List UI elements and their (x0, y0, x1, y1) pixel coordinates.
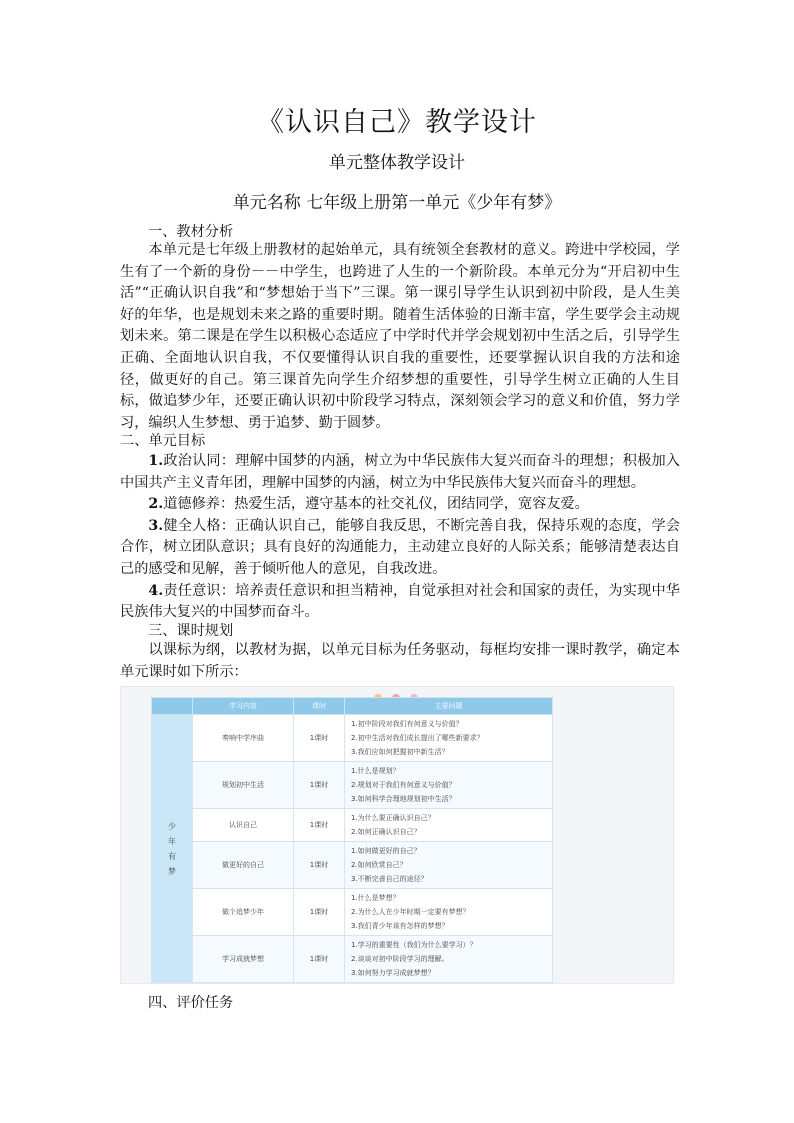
section-1-paragraph: 本单元是七年级上册教材的起始单元，具有统领全套教材的意义。跨进中学校园，学生有了一个新的身份－－中学生，也跨进了人生的一个新阶段。本单元分为“开启初中生活”“正确认识自我”和“梦想始于当下”三课。第一课引导学生认识到初中阶段，是人生美好的年华，也是规划未来之路的重要时期。随着生活体验的日渐丰富，学生要学会主动规划未来。第二课是在学生以积极心态适应了中学时代并学会规划初中生活之后，引导学生正确、全面地认识自我，不仅要懂得认识自我的重要性，还要掌握认识自我的方法和途径，做更好的自己。第三课首先向学生介绍梦想的重要性，引导学生树立正确的人生目标，做追梦少年，还要正确认识初中阶段学习特点，深刻领会学习的意义和价值，努力学习，编织人生梦想、勇于追梦、勤于圆梦。 (120, 242, 680, 431)
table-row (152, 936, 553, 983)
table-cell: 做个追梦少年 (193, 889, 294, 936)
table-cell: 1课时 (294, 936, 345, 983)
table-row (152, 715, 553, 762)
section-3-body (120, 640, 680, 683)
table-row (152, 842, 553, 889)
goal-item: 1.政治认同：理解中国梦的内涵，树立为中华民族伟大复兴而奋斗的理想；积极加入中国共产主义青年团，理解中国梦的内涵，树立为中华民族伟大复兴而奋斗的理想。 (120, 453, 680, 491)
table-cell: 1课时 (294, 842, 345, 889)
section-2-body (120, 451, 680, 624)
table-cell: 1课时 (294, 889, 345, 936)
document-title: 《认识自己》教学设计 (257, 107, 537, 138)
unit-name: 单元名称 七年级上册第一单元《少年有梦》 (232, 193, 562, 213)
table-header: 课时 (294, 698, 345, 715)
table-row (152, 809, 553, 842)
goal-item: 2.道德修养：热爱生活，遵守基本的社交礼仪，团结同学，宽容友爱。 (148, 496, 589, 513)
table-cell: 1.什么是规划？ 2.规划对于我们有何意义与价值？ 3.如何科学合理地规划初中生活？ (345, 762, 553, 809)
section-heading-4: 四、评价任务 (148, 995, 234, 1011)
table-header: 学习内容 (193, 698, 294, 715)
table-cell: 认识自己 (193, 809, 294, 842)
table-cell: 奏响中学序曲 (193, 715, 294, 762)
table-cell: 1.初中阶段对我们有何意义与价值？ 2.初中生活对我们成长提出了哪些新要求？ 3.我们应如何把握初中新生活？ (345, 715, 553, 762)
table-cell: 学习成就梦想 (193, 936, 294, 983)
lesson-plan-table (151, 697, 553, 983)
section-heading-2: 二、单元目标 (120, 433, 206, 449)
table-header: 主要问题 (345, 698, 553, 715)
table-cell: 规划初中生活 (193, 762, 294, 809)
table-cell: 1.如何做更好的自己？ 2.如何欣赏自己？ 3.不断完善自己的途径？ (345, 842, 553, 889)
section-heading-1: 一、教材分析 (148, 224, 234, 240)
table-row (152, 762, 553, 809)
goal-item: 4.责任意识：培养责任意识和担当精神，自觉承担对社会和国家的责任，为实现中华民族伟大复兴的中国梦而奋斗。 (120, 582, 680, 621)
document-subtitle: 单元整体教学设计 (329, 153, 465, 173)
table-row (152, 889, 553, 936)
table-cell: 1.什么是梦想？ 2.为什么人在少年时期一定要有梦想？ 3.我们青少年该有怎样的梦想？ (345, 889, 553, 936)
table-cell: 1课时 (294, 809, 345, 842)
section-heading-3: 三、课时规划 (148, 623, 234, 639)
table-cell: 做更好的自己 (193, 842, 294, 889)
table-cell: 1课时 (294, 762, 345, 809)
table-cell: 1课时 (294, 715, 345, 762)
lesson-plan-table-image (120, 686, 674, 984)
decorative-dots (374, 687, 423, 695)
unit-cell: 少年有梦 (152, 715, 193, 983)
goal-item: 3.健全人格：正确认识自己，能够自我反思，不断完善自我，保持乐观的态度，学会合作，树立团队意识；具有良好的沟通能力，主动建立良好的人际关系；能够清楚表达自己的感受和见解，善于倾听他人的意见，自我改进。 (120, 517, 680, 577)
table-cell: 1.为什么要正确认识自己？ 2.如何正确认识自己？ (345, 809, 553, 842)
table-cell: 1.学习的重要性（我们为什么要学习）？ 2.谈谈对初中阶段学习的理解。 3.如何努力学习成就梦想？ (345, 936, 553, 983)
section-1-body (120, 240, 680, 434)
section-3-paragraph: 以课标为纲，以教材为据，以单元目标为任务驱动，每框均安排一课时教学，确定本单元课时如下所示： (120, 642, 680, 680)
table-header-row (152, 698, 553, 715)
